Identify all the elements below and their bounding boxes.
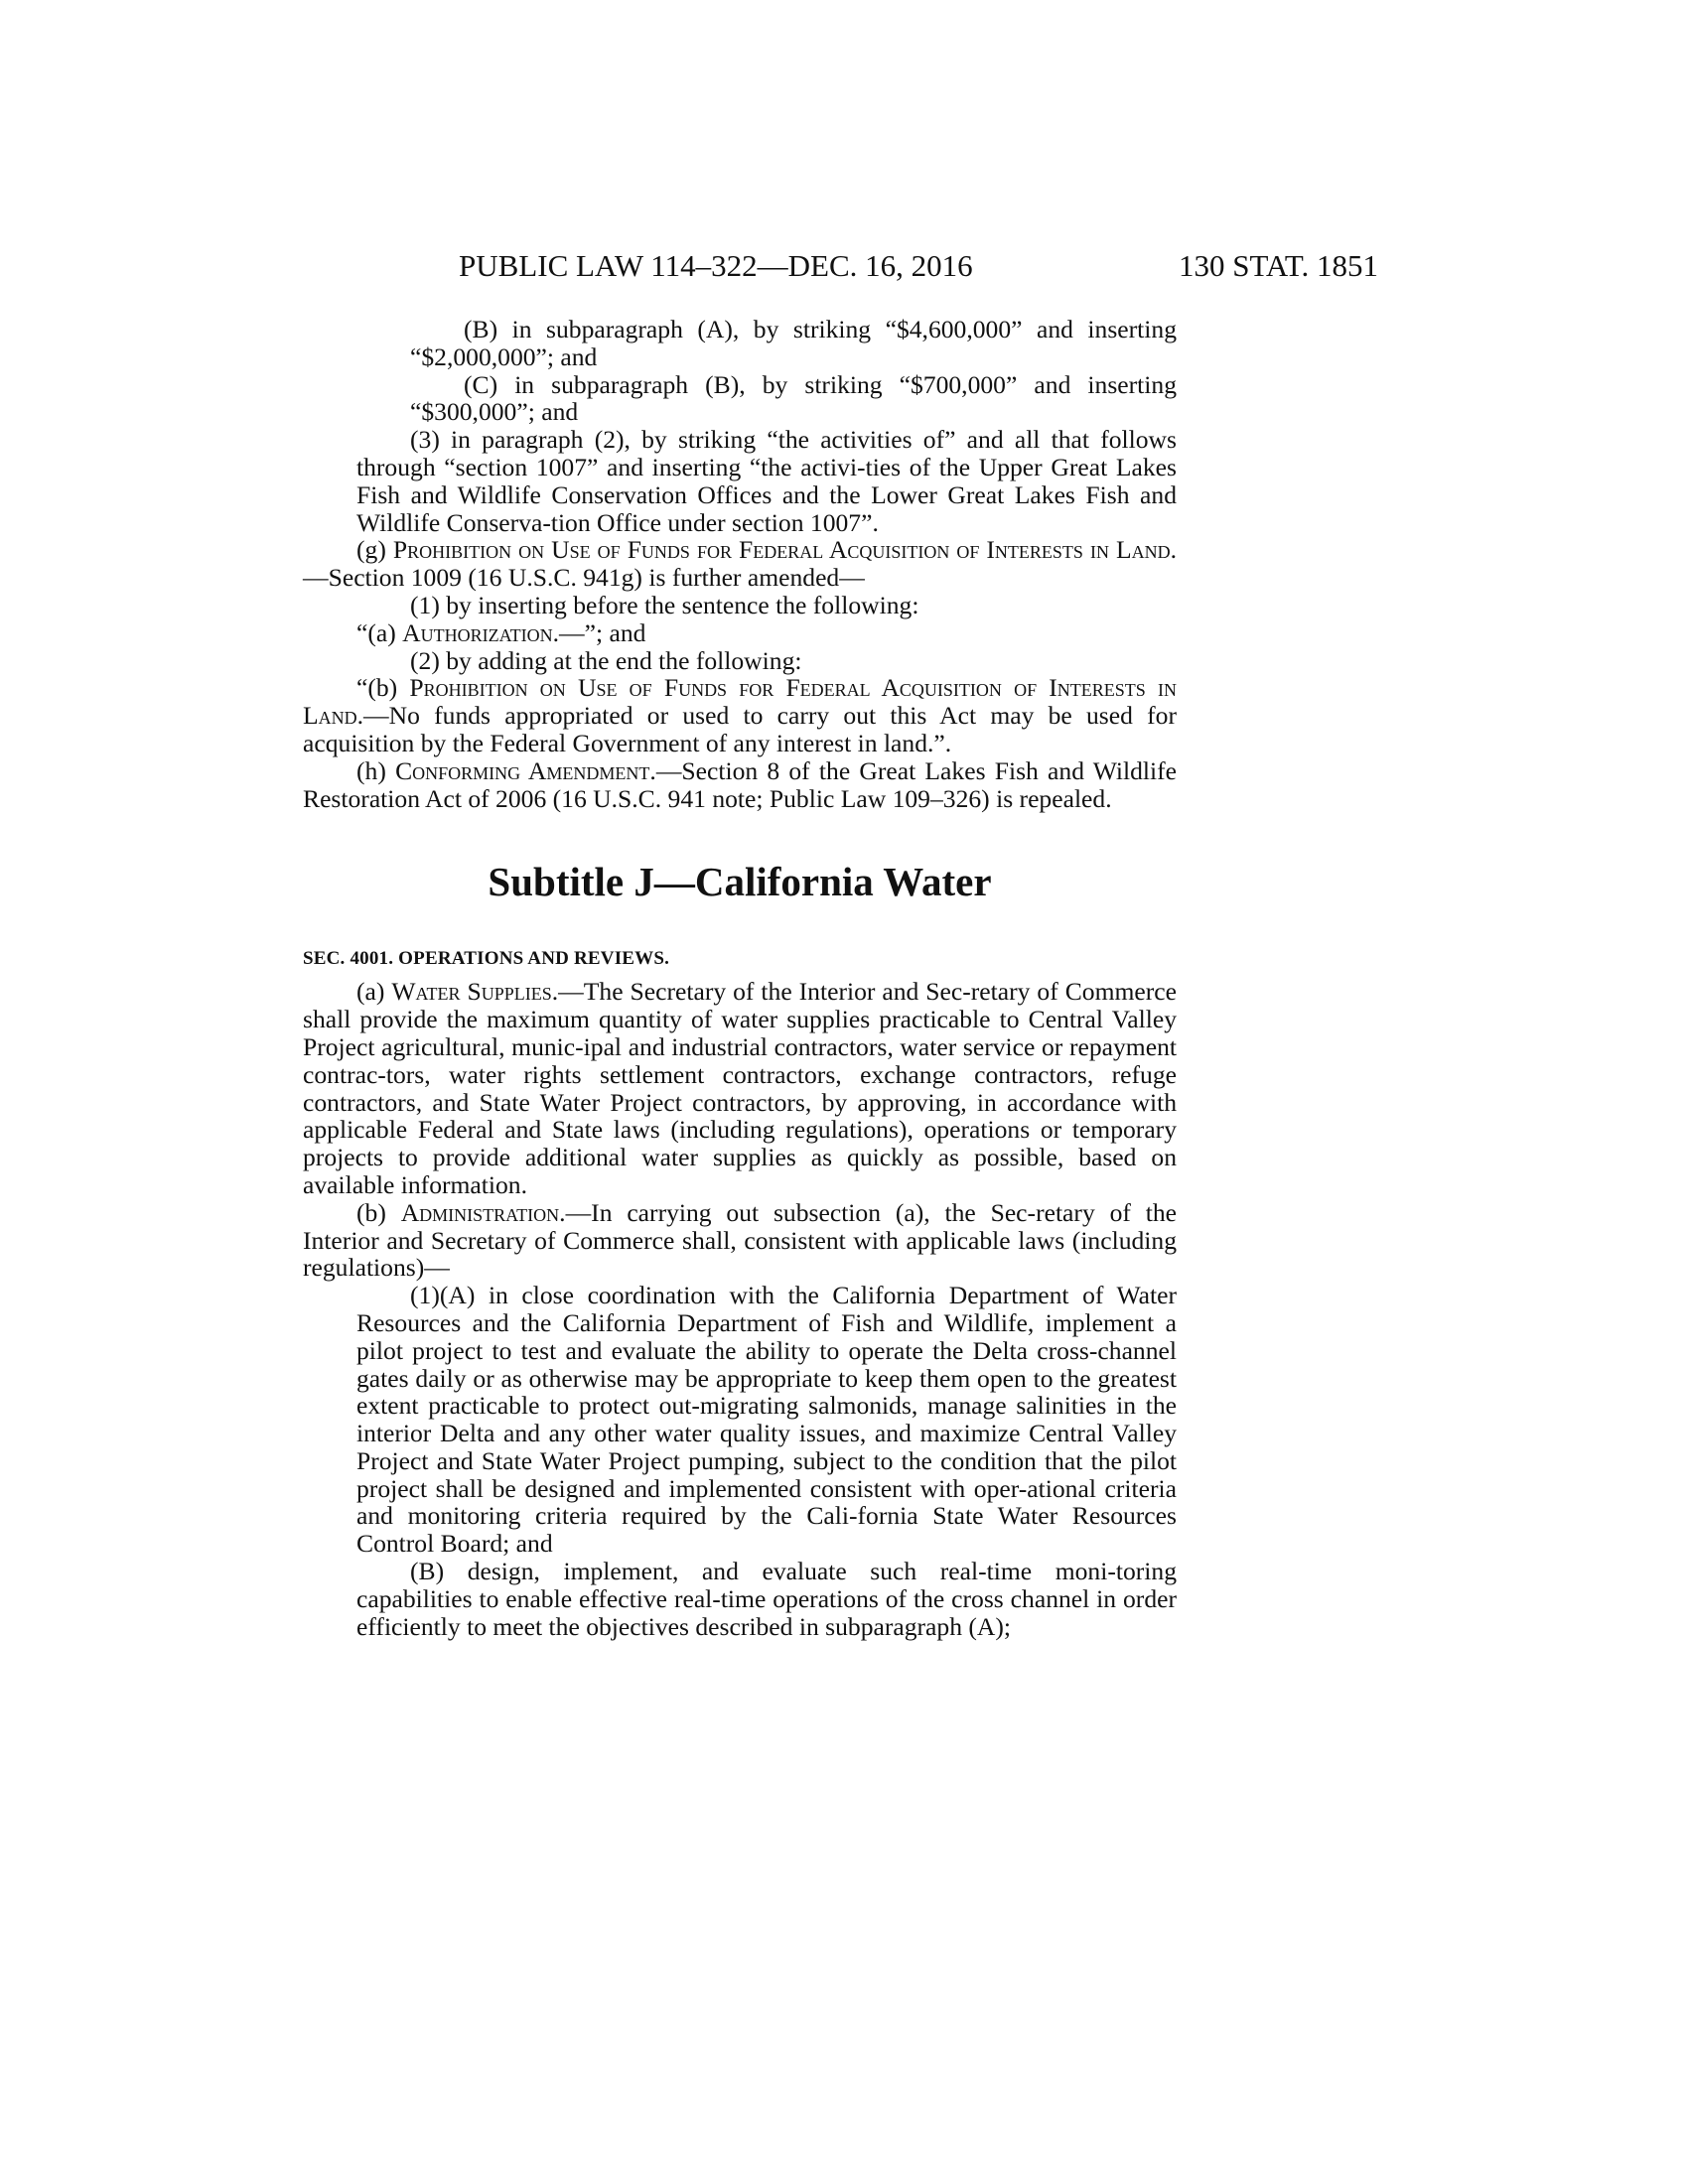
inserted-subsection-a-open: “(a) bbox=[356, 617, 403, 647]
section-heading: SEC. 4001. OPERATIONS AND REVIEWS. bbox=[303, 948, 670, 970]
subsection-g-label: (g) bbox=[356, 535, 393, 565]
subsection-h-label: (h) bbox=[356, 755, 396, 785]
section-subsection-a-heading: Water Supplies. bbox=[391, 977, 559, 1007]
paragraph-3: (3) in paragraph (2), by striking “the activities of” and all that follows through “section 1007” and inserting “the activi-ties of the Upper Great Lakes Fish and Wildlife Conservation Offices and the Lower Great Lakes Fish and Wildlife Conserva-tion Office under section 1007”. bbox=[356, 425, 1177, 537]
statute-page-number: 130 STAT. 1851 bbox=[1178, 248, 1378, 283]
paragraph-b-subparagraph-a: (B) in subparagraph (A), by striking “$4,600,000” and inserting “$2,000,000”; and bbox=[410, 315, 1177, 371]
page-body bbox=[303, 316, 1177, 1640]
page-header bbox=[459, 246, 1378, 286]
paragraph-c-subparagraph-b: (C) in subparagraph (B), by striking “$700,000” and inserting “$300,000”; and bbox=[410, 369, 1177, 427]
inserted-subsection-b-text: —No funds appropriated or used to carry out this Act may be used for acquisition by the Federal Government of any interest in land.”. bbox=[303, 701, 1177, 757]
subsection-g-text: —Section 1009 (16 U.S.C. 941g) is further amended— bbox=[303, 563, 865, 593]
subsection-g bbox=[303, 536, 1177, 592]
section-subsection-a bbox=[303, 978, 1177, 1198]
inserted-subsection-b bbox=[303, 674, 1177, 756]
amendment-item-2: (2) by adding at the end the following: bbox=[410, 645, 802, 675]
section-item-1a: (1)(A) in close coordination with the California Department of Water Resources and the California Department of Fish and Wildlife, implement a pilot project to test and evaluate the ability to operate the Delta cross-channel gates daily or as otherwise may be appropriate to keep them open to the greatest extent practicable to protect out-migrating salmonids, manage salinities in the interior Delta and any other water quality issues, and maximize Central Valley Project and State Water Project pumping, subject to the condition that the pilot project shall be designed and implemented consistent with oper-ational criteria and monitoring criteria required by the Cali-fornia State Water Resources Control Board; and bbox=[356, 1281, 1177, 1559]
inserted-subsection-b-heading: Prohibition on Use of Funds for Federal Acquisition of Interests in Land. bbox=[303, 673, 1177, 731]
subsection-h bbox=[303, 757, 1177, 813]
subtitle-heading: Subtitle J—California Water bbox=[488, 859, 992, 905]
inserted-subsection-b-open: “(b) bbox=[356, 673, 410, 703]
inserted-subsection-a-heading: Authorization. bbox=[402, 617, 560, 647]
subsection-h-text: —Section 8 of the Great Lakes Fish and Wildlife Restoration Act of 2006 (16 U.S.C. 941 note; Public Law 109–326) is repealed. bbox=[303, 755, 1177, 813]
subsection-g-heading: Prohibition on Use of Funds for Federal Acquisition of Interests in Land. bbox=[392, 535, 1177, 565]
section-subsection-b-text: —In carrying out subsection (a), the Sec-retary of the Interior and Secretary of Commerce shall, consistent with applicable laws (including regulations)— bbox=[303, 1197, 1177, 1283]
section-subsection-b-label: (b) bbox=[356, 1197, 401, 1227]
section-subsection-b-heading: Administration. bbox=[400, 1197, 566, 1227]
inserted-subsection-a-close: —”; and bbox=[559, 617, 646, 647]
section-item-b: (B) design, implement, and evaluate such real-time moni-toring capabilities to enable effective real-time operations of the cross channel in order efficiently to meet the objectives described in subparagraph (A); bbox=[356, 1557, 1177, 1641]
section-subsection-a-text: —The Secretary of the Interior and Sec-retary of Commerce shall provide the maximum quantity of water supplies practicable to Central Valley Project agricultural, munic-ipal and industrial contractors, water service or repayment contrac-tors, water rights settlement contractors, exchange contractors, refuge contractors, and State Water Project contractors, by approving, in accordance with applicable Federal and State laws (including regulations), operations or temporary projects to provide additional water supplies as quickly as possible, based on available information. bbox=[303, 977, 1177, 1199]
amendment-item-1: (1) by inserting before the sentence the following: bbox=[410, 590, 919, 619]
law-citation-header: PUBLIC LAW 114–322—DEC. 16, 2016 bbox=[459, 248, 973, 283]
inserted-subsection-a bbox=[303, 619, 1177, 647]
subsection-h-heading: Conforming Amendment. bbox=[395, 755, 656, 785]
section-subsection-a-label: (a) bbox=[356, 977, 392, 1007]
section-subsection-b bbox=[303, 1199, 1177, 1282]
